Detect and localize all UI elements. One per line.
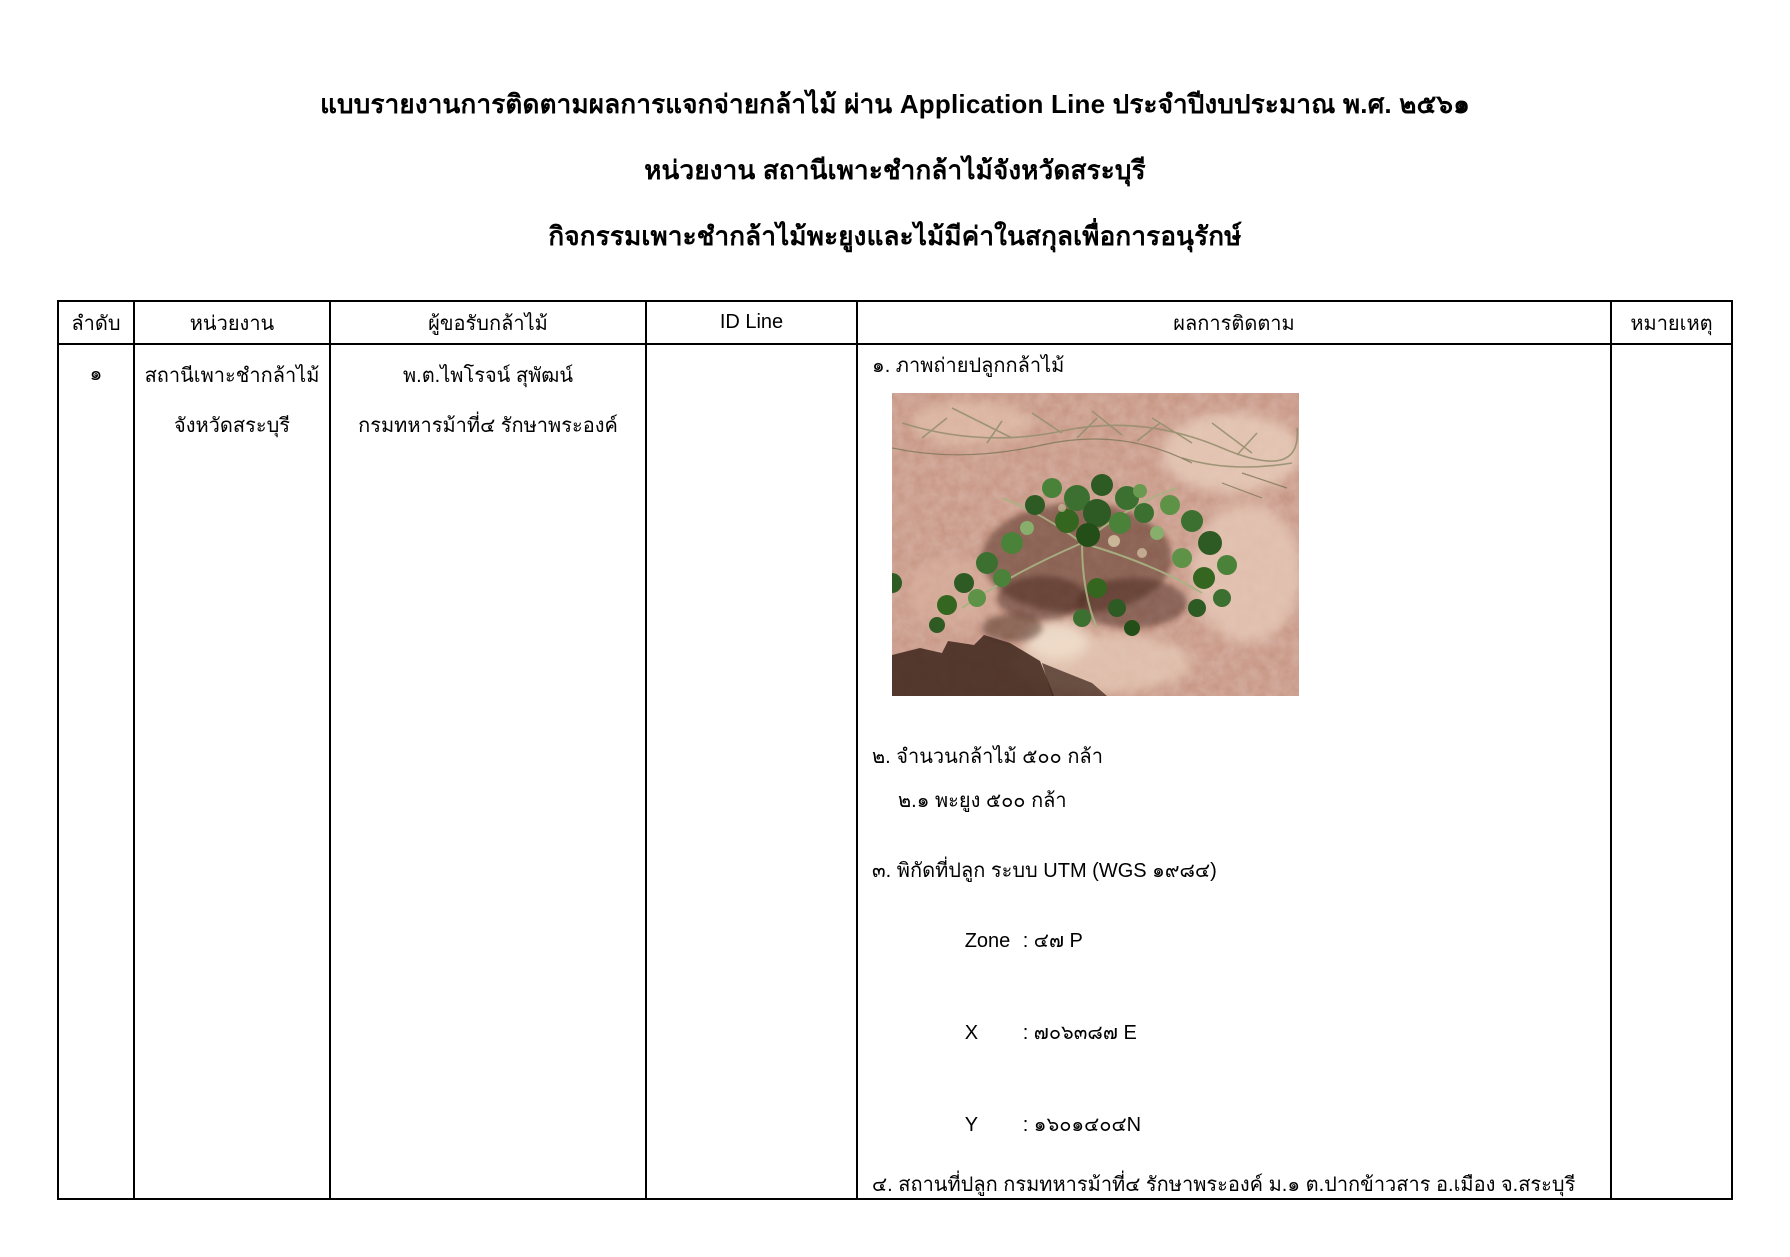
result-item-2-1: ๒.๑ พะยูง ๕๐๐ กล้า: [898, 790, 1067, 812]
report-title: แบบรายงานการติดตามผลการแจกจ่ายกล้าไม้ ผ่าน Application Line ประจำปีงบประมาณ พ.ศ. ๒๕๖๑: [320, 89, 1470, 119]
col-header-id-line: ID Line: [646, 301, 857, 344]
seedling-photo: [892, 393, 1299, 696]
col-header-requester: ผู้ขอรับกล้าไม้: [330, 301, 646, 344]
col-header-remark: หมายเหตุ: [1611, 301, 1732, 344]
coord-y-label: Y: [964, 1114, 979, 1136]
coord-x-value: : ๗๐๖๓๘๗ E: [1022, 1022, 1137, 1044]
cell-order: ๑: [58, 344, 134, 1199]
coord-zone-value: : ๔๗ P: [1022, 930, 1083, 952]
cell-remark: [1611, 344, 1732, 1199]
requester-name: พ.ต.ไพโรจน์ สุพัฒน์: [402, 365, 574, 387]
unit-name-line1: สถานีเพาะชำกล้าไม้: [144, 365, 320, 387]
coord-x: [872, 994, 1598, 1072]
header-row: [58, 301, 1732, 344]
result-item-4: ๔. สถานที่ปลูก กรมทหารม้าที่๔ รักษาพระองค์ ม.๑ ต.ปากข้าวสาร อ.เมือง จ.สระบุรี: [872, 1174, 1576, 1196]
cell-result: [857, 344, 1611, 1199]
report-subtitle-activity: กิจกรรมเพาะชำกล้าไม้พะยูงและไม้มีค่าในสกุลเพื่อการอนุรักษ์: [548, 221, 1242, 251]
coord-y-value: : ๑๖๐๑๔๐๔N: [1022, 1114, 1142, 1136]
coord-zone-label: Zone: [964, 930, 1011, 952]
col-header-unit: หน่วยงาน: [134, 301, 330, 344]
result-item-3: ๓. พิกัดที่ปลูก ระบบ UTM (WGS ๑๙๘๔): [872, 860, 1217, 882]
requester-org: กรมทหารม้าที่๔ รักษาพระองค์: [358, 415, 618, 437]
col-header-result: ผลการติดตาม: [857, 301, 1611, 344]
unit-name-line2: จังหวัดสระบุรี: [173, 415, 290, 437]
report-table: [57, 300, 1733, 1200]
result-item-1: ๑. ภาพถ่ายปลูกกล้าไม้: [872, 355, 1065, 377]
coord-x-label: X: [964, 1022, 979, 1044]
table-row: [58, 344, 1732, 1199]
coord-y: [872, 1086, 1598, 1164]
report-subtitle-unit: หน่วยงาน สถานีเพาะชำกล้าไม้จังหวัดสระบุรี: [644, 155, 1146, 185]
cell-unit: [134, 344, 330, 1199]
cell-requester: [330, 344, 646, 1199]
coord-zone: [872, 902, 1598, 980]
cell-id-line: [646, 344, 857, 1199]
result-item-2: ๒. จำนวนกล้าไม้ ๕๐๐ กล้า: [872, 746, 1103, 768]
col-header-order: ลำดับ: [58, 301, 134, 344]
